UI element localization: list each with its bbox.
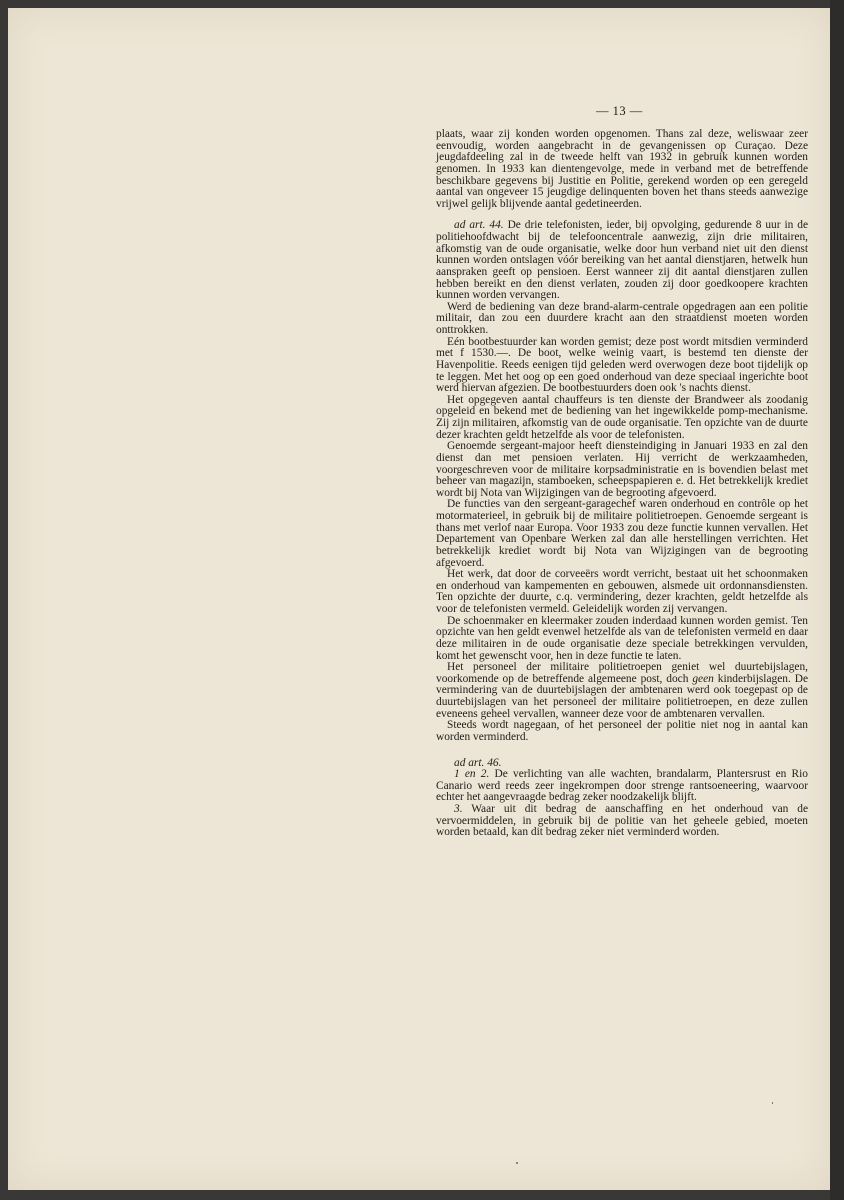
paragraph: [436, 662, 808, 720]
emphasis: geen: [692, 672, 714, 685]
paragraph: [436, 616, 808, 663]
paragraph: [436, 804, 808, 839]
page-number: — 13 —: [596, 104, 643, 118]
paper-sheet: [8, 8, 830, 1190]
paragraph: [436, 569, 808, 616]
paragraph-text: De functies van den sergeant-garagechef waren onderhoud en contrôle op het motormaterieel, in gebruik bij de militaire politietroepen. Genoemde sergeant is thans met verlof naar Europa. Voor 1933 zou deze functie kunnen vervallen. Het Departement van Openbare Werken zal dan alle herstellingen verrichten. Het betrekkelijk krediet wordt bij Nota van Wijzigingen van de begrooting afgevoerd.: [436, 498, 808, 569]
paragraph-text: plaats, waar zij konden worden opgenomen. Thans zal deze, weliswaar zeer eenvoudig, worden aangebracht in de gevangenissen op Curaçao. Deze jeugdafdeeling zal in de tweede helft van 1932 in gebruik kunnen worden genomen. In 1933 kan dientengevolge, mede in verband met de betreffende beschikbare gegevens bij Justitie en Politie, gerekend worden op een geregeld aantal van ongeveer 15 jeugdige delinquenten boven het thans steeds aanwezige vrijwel gelijk blijvende aantal gedetineerden.: [436, 128, 808, 210]
paragraph: [436, 302, 808, 337]
paragraph-text: Werd de bediening van deze brand-alarm-centrale opgedragen aan een politie militair, dan zou een duurdere kracht aan den straatdienst moeten worden onttrokken.: [436, 300, 808, 336]
paragraph-text: Eén bootbestuurder kan worden gemist; deze post wordt mitsdien verminderd met f 1530.—. De boot, welke weinig vaart, is bestemd ten dienste der Havenpolitie. Reeds eenigen tijd geleden werd overwogen deze boot tijdelijk op te leggen. Met het oog op een goed onderhoud van deze speciaal ingerichte boot werd hiervan afgezien. De bootbestuurders doen ook 's nachts dienst.: [436, 335, 808, 395]
paragraph-text: Het personeel der militaire politietroepen geniet wel duurtebijslagen, voorkomende op de betreffende algemeene post, doch: [436, 661, 808, 685]
paragraph: [436, 720, 808, 743]
paragraph: [436, 441, 808, 499]
paragraph-ad-art-44: [436, 220, 808, 301]
paragraph-text: Genoemde sergeant-majoor heeft diensteindiging in Januari 1933 en zal den dienst dan met pensioen verlaten. Hij verricht de werkzaamheden, voorgeschreven voor de militaire korpsadministratie en is bovendien belast met beheer van magazijn, stamboeken, scheepspapieren e. d. Het betrekkelijk krediet wordt bij Nota van Wijzigingen van de begrooting afgevoerd.: [436, 440, 808, 499]
article-heading: ad art. 44.: [454, 219, 504, 232]
paragraph-text: Waar uit dit bedrag de aanschaffing en het onderhoud van de vervoermiddelen, in gebruik bij de politie van het geheele gebied, moeten worden betaald, kan dit bedrag zeker niet verminderd worden.: [436, 803, 808, 839]
paragraph: [436, 499, 808, 569]
paragraph-text: De drie telefonisten, ieder, bij opvolging, gedurende 8 uur in de politiehoofdwacht bij de telefooncentrale aanwezig, zijn drie militairen, afkomstig van de oude organisatie, welke door hun verband niet uit den dienst kunnen worden ontslagen vóór bereiking van het aantal dienstjaren, hetwelk hun aanspraken geeft op pensioen. Eerst wanneer zij dit aantal dienstjaren zullen hebben bereikt en den dienst verlaten, zouden zij door goedkoopere krachten kunnen worden vervangen.: [436, 219, 809, 302]
paragraph-text: De schoenmaker en kleermaker zouden inderdaad kunnen worden gemist. Ten opzichte van hen geldt evenwel hetzelfde als van de telefonisten vermeld en daar deze militairen in de oude organisatie deze speciale betrekkingen vervulden, komt het gewenscht voor, hen in deze functie te laten.: [436, 614, 808, 662]
paragraph-text: Het opgegeven aantal chauffeurs is ten dienste der Brandweer als zoodanig opgeleid en bekend met de bediening van het ingewikkelde pomp-mechanisme. Zij zijn militairen, afkomstig van de oude organisatie. Ten opzichte van de duurte dezer krachten geldt hetzelfde als voor de telefonisten.: [436, 393, 808, 441]
paragraph-text: Steeds wordt nagegaan, of het personeel der politie niet nog in aantal kan worden verminderd.: [436, 719, 808, 743]
item-number: 1 en 2.: [454, 768, 490, 781]
paragraph: [436, 395, 808, 442]
body-text: [436, 129, 808, 839]
paragraph-text: Het werk, dat door de corveeërs wordt verricht, bestaat uit het schoonmaken en onderhoud van kampementen en gebouwen, alsmede uit ordonnansdiensten. Ten opzichte der duurte, c.q. vermindering, dezer krachten, geldt hetzelfde als voor de telefonisten vermeld. Geleidelijk worden zij vervangen.: [436, 568, 808, 615]
background-edge: [830, 0, 844, 1200]
article-heading: ad art. 46.: [454, 756, 502, 769]
paragraph: [436, 769, 808, 804]
paragraph: [436, 129, 808, 210]
paragraph: [436, 337, 808, 395]
item-number: 3.: [454, 803, 463, 815]
paper-speck: [516, 1162, 518, 1164]
paragraph-text: kinderbijslagen. De vermindering van de duurtebijslagen der ambtenaren werd ook toegepast op de duurtebijslagen van het personeel der militaire politietroepen, en deze zullen eveneens geheel vervallen, wanneer deze voor de ambtenaren vervallen.: [436, 672, 808, 720]
paragraph-text: De verlichting van alle wachten, brandalarm, Plantersrust en Rio Canario werd reeds zeer ingekrompen door strenge rantsoeneering, waarvoor echter het aangevraagde bedrag zeker noodzakelijk blijft.: [436, 768, 808, 804]
paper-speck: [772, 1102, 773, 1104]
